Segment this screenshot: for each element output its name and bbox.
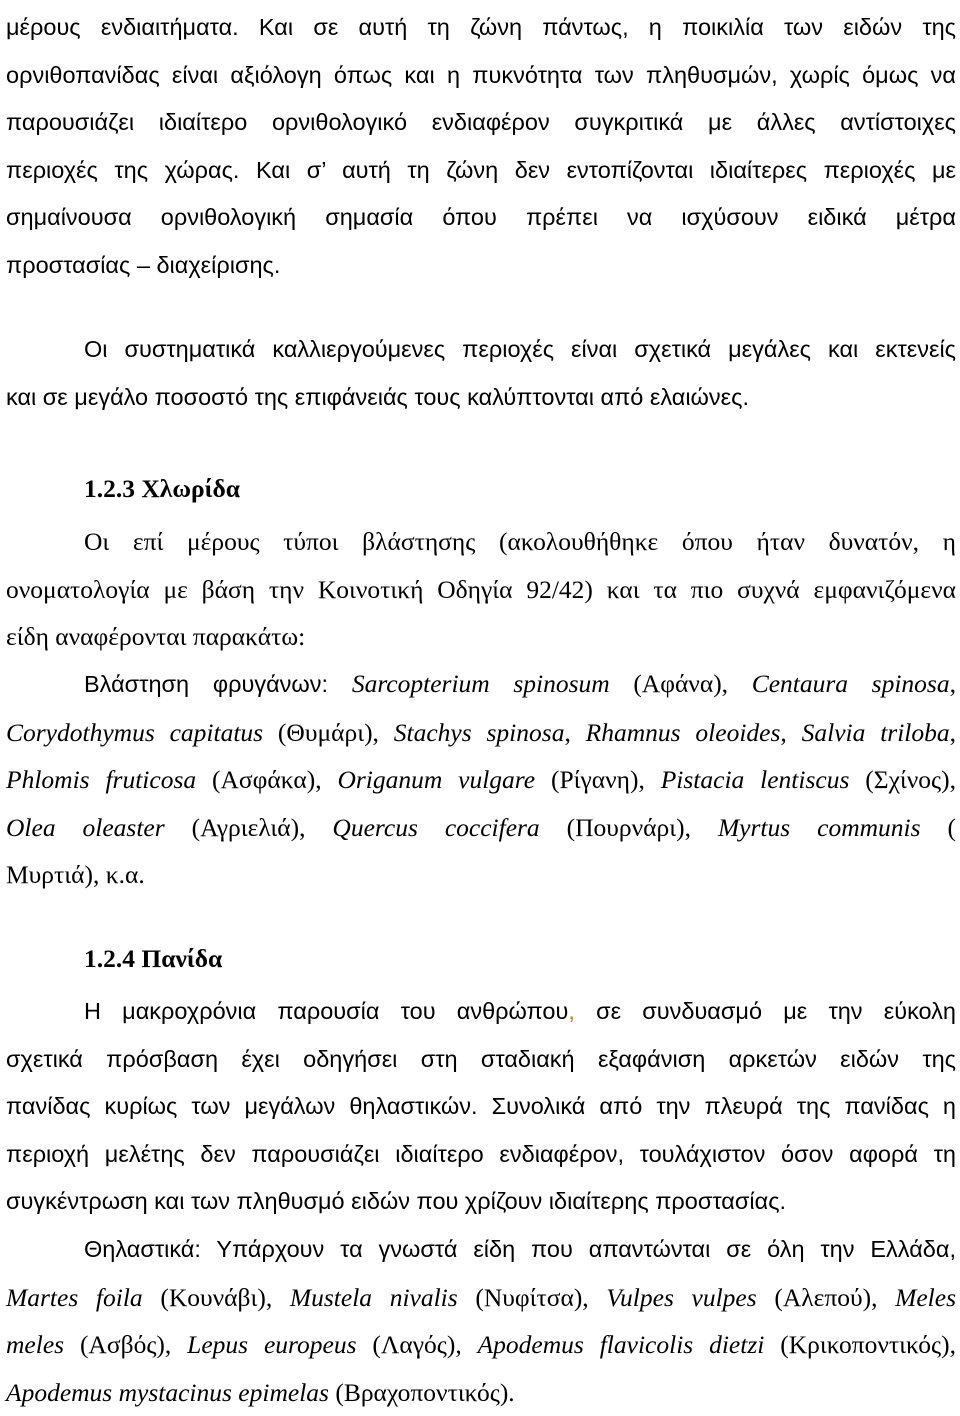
species-name: Apodemus flavicolis dietzi [478,1330,765,1359]
paragraph-cultivation [6,326,956,421]
highlighted-comma: , [568,998,575,1024]
species-name: Pistacia lentiscus [661,765,850,794]
text-line [6,709,956,757]
common-name: (Κουνάβι), [143,1283,290,1312]
species-name: Martes foila [6,1283,143,1312]
species-name: Mustela nivalis [290,1283,458,1312]
punctuation: , [950,669,956,698]
punctuation: , [950,718,956,747]
text-line: Οι επί μέρους τύποι βλάστησης (ακολουθήθηκε όπου ήταν δυνατόν, η [6,518,956,566]
label-phrygana: Βλάστηση φρυγάνων: [84,671,352,697]
text-line: ορνιθοπανίδας είναι αξιόλογη όπως και η πυκνότητα των πληθυσμών, χωρίς όμως να [6,52,956,100]
text-line: μέρους ενδιαιτήματα. Και σε αυτή τη ζώνη πάντως, η ποικιλία των ειδών της [6,4,956,52]
species-name: Centaura spinosa [752,669,950,698]
section-heading-flora: 1.2.3 Χλωρίδα [84,474,240,504]
species-name: Apodemus mystacinus epimelas [6,1378,329,1407]
text-line: παρουσιάζει ιδιαίτερο ορνιθολογικό ενδιαφέρον συγκριτικά με άλλες αντίστοιχες [6,99,956,147]
text-line: και σε μεγάλο ποσοστό της επιφάνειάς τους καλύπτονται από ελαιώνες. [6,374,956,422]
text-line [6,1321,956,1369]
text-run: Η μακροχρόνια παρουσία του ανθρώπου [84,998,568,1024]
common-name: (Αφάνα), [610,669,752,698]
species-name: Phlomis fruticosa [6,765,196,794]
text-line [6,1274,956,1322]
common-name: (Πουρνάρι), [540,813,718,842]
species-name: Vulpes vulpes [606,1283,756,1312]
species-name: Sarcopterium spinosum [352,669,610,698]
species-name: Meles [895,1283,956,1312]
text-line: Θηλαστικά: Υπάρχουν τα γνωστά είδη που απαντώνται σε όλη την Ελλάδα, [6,1226,956,1274]
species-name: meles [6,1330,64,1359]
species-name: Salvia triloba [802,718,950,747]
text-run: σε συνδυασμό με την εύκολη [575,998,956,1024]
text-line: συγκέντρωση και των πληθυσμό ειδών που χρίζουν ιδιαίτερης προστασίας. [6,1178,956,1226]
text-line: πανίδας κυρίως των μεγάλων θηλαστικών. Συνολικά από την πλευρά της πανίδας η [6,1083,956,1131]
text-line: σχετικά πρόσβαση έχει οδηγήσει στη σταδιακή εξαφάνιση αρκετών ειδών της [6,1036,956,1084]
text-line: περιοχές της χώρας. Και σ’ αυτή τη ζώνη δεν εντοπίζονται ιδιαίτερες περιοχές με [6,147,956,195]
common-name: (Αλεπού), [757,1283,895,1312]
text-line: ονοματολογία με βάση την Κοινοτική Οδηγία 92/42) και τα πιο συχνά εμφανιζόμενα [6,566,956,614]
common-name: (Αγριελιά), [165,813,333,842]
text-line [6,756,956,804]
text-line [6,988,956,1036]
text-line: προστασίας – διαχείρισης. [6,242,956,290]
section-heading-fauna: 1.2.4 Πανίδα [84,944,222,974]
species-name: Origanum vulgare [337,765,535,794]
species-name: Corydothymus capitatus [6,718,263,747]
punctuation: , [780,718,801,747]
common-name: (Σχίνος), [849,765,956,794]
common-name: (Κρικοποντικός), [764,1330,956,1359]
text-line: περιοχή μελέτης δεν παρουσιάζει ιδιαίτερο ενδιαφέρον, τουλάχιστον όσον αφορά τη [6,1131,956,1179]
species-name: Rhamnus oleoides [586,718,781,747]
species-name: Olea oleaster [6,813,165,842]
paragraph-fauna [6,988,956,1226]
punctuation: , [564,718,585,747]
common-name: (Θυμάρι), [263,718,394,747]
paragraph-mammals [6,1226,956,1416]
punctuation: ( [921,813,956,842]
species-name: Lepus europeus [187,1330,356,1359]
paragraph-flora-intro [6,518,956,661]
text-line: Μυρτιά), κ.α. [6,851,956,899]
species-name: Myrtus communis [718,813,921,842]
common-name: (Βραχοποντικός). [329,1378,515,1407]
text-line: Οι συστηματικά καλλιεργούμενες περιοχές είναι σχετικά μεγάλες και εκτενείς [6,326,956,374]
common-name: (Ρίγανη), [535,765,661,794]
common-name: (Ασφάκα), [196,765,337,794]
text-line [6,804,956,852]
common-name: (Ασβός), [64,1330,187,1359]
text-line: σημαίνουσα ορνιθολογική σημασία όπου πρέπει να ισχύσουν ειδικά μέτρα [6,194,956,242]
text-line: είδη αναφέρονται παρακάτω: [6,613,956,661]
species-name: Stachys spinosa [394,718,565,747]
species-name: Quercus coccifera [332,813,539,842]
common-name: (Νυφίτσα), [458,1283,607,1312]
paragraph-phrygana [6,660,956,899]
text-line [6,660,956,709]
common-name: (Λαγός), [357,1330,478,1359]
paragraph-ornithology [6,4,956,289]
